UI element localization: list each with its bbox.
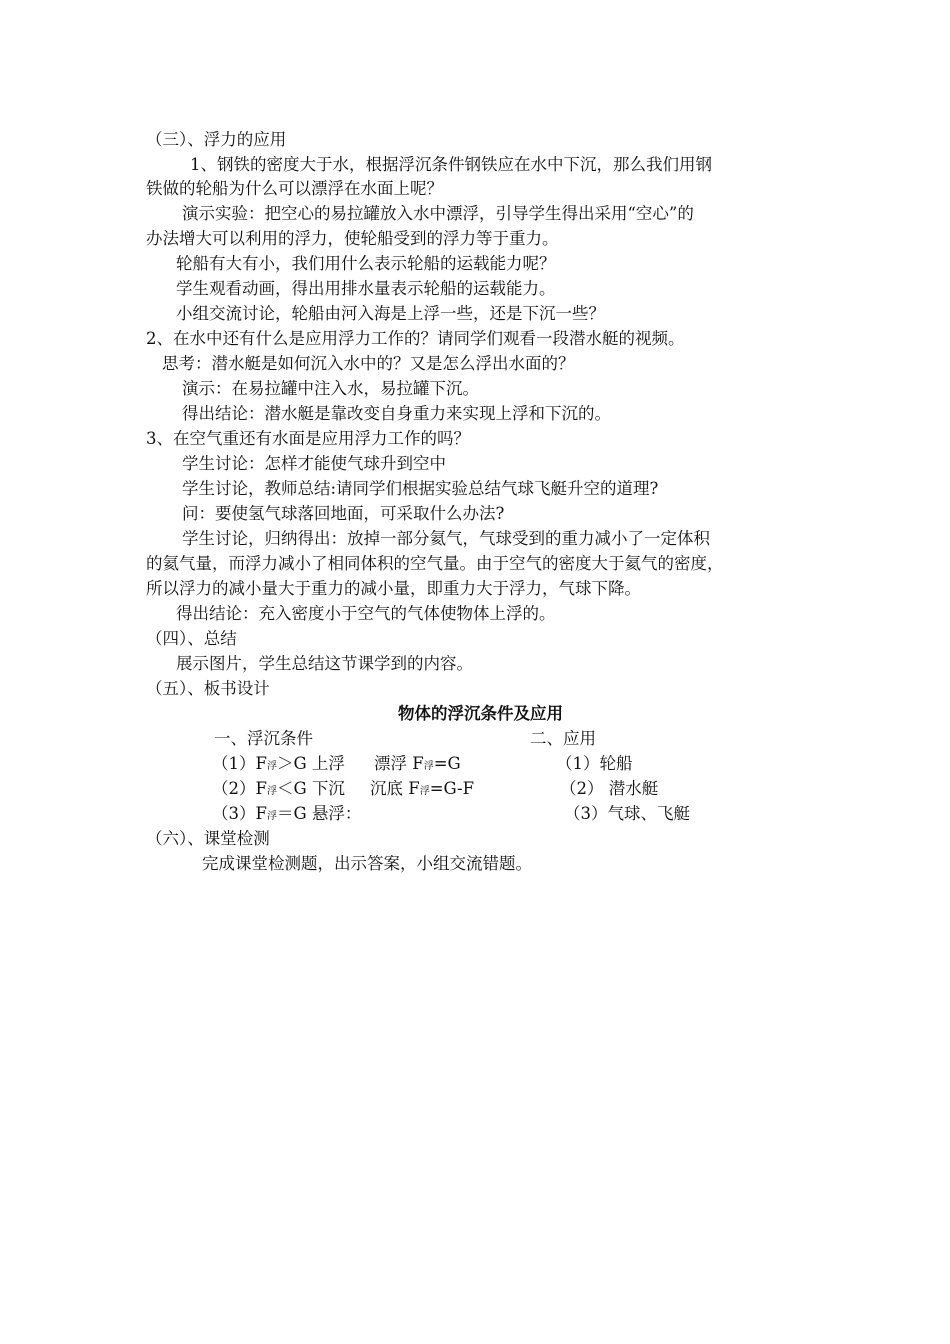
paragraph: 1、钢铁的密度大于水，根据浮沉条件钢铁应在水中下沉，那么我们用钢 bbox=[190, 155, 712, 174]
section-6-title: （六）、课堂检测 bbox=[146, 829, 270, 848]
condition-float-up: （1）F浮＞G 上浮 bbox=[212, 754, 345, 773]
paragraph: 演示实验：把空心的易拉罐放入水中漂浮，引导学生得出采用“空心”的 bbox=[182, 204, 694, 223]
paragraph: 完成课堂检测题，出示答案，小组交流错题。 bbox=[202, 854, 532, 873]
condition-floating: 漂浮 F浮=G bbox=[374, 754, 461, 773]
paragraph: 演示：在易拉罐中注入水，易拉罐下沉。 bbox=[182, 379, 479, 398]
paragraph: 铁做的轮船为什么可以漂浮在水面上呢？ bbox=[146, 179, 443, 198]
paragraph: 问：要使氢气球落回地面，可采取什么办法? bbox=[182, 504, 505, 523]
board-right-heading: 二、应用 bbox=[530, 729, 596, 748]
paragraph: 学生讨论，归纳得出：放掉一部分氦气，气球受到的重力减小了一定体积 bbox=[182, 529, 710, 548]
board-title: 物体的浮沉条件及应用 bbox=[398, 704, 563, 723]
condition-sink: （2）F浮＜G 下沉 bbox=[212, 779, 345, 798]
section-5-title: （五）、板书设计 bbox=[146, 679, 270, 698]
paragraph: 轮船有大有小，我们用什么表示轮船的运载能力呢？ bbox=[176, 254, 556, 273]
paragraph: 2、在水中还有什么是应用浮力工作的？请同学们观看一段潜水艇的视频。 bbox=[146, 329, 685, 348]
section-3-title: （三）、浮力的应用 bbox=[146, 130, 287, 149]
paragraph: 得出结论：潜水艇是靠改变自身重力来实现上浮和下沉的。 bbox=[182, 404, 611, 423]
condition-suspend: （3）F浮＝G 悬浮： bbox=[212, 804, 362, 823]
paragraph: 展示图片，学生总结这节课学到的内容。 bbox=[176, 654, 473, 673]
paragraph: 小组交流讨论，轮船由河入海是上浮一些，还是下沉一些？ bbox=[176, 304, 605, 323]
section-4-title: （四）、总结 bbox=[146, 629, 237, 648]
application-ship: （1）轮船 bbox=[556, 754, 633, 773]
paragraph: 的氦气量，而浮力减小了相同体积的空气量。由于空气的密度大于氦气的密度， bbox=[146, 554, 724, 573]
application-submarine: （2） 潜水艇 bbox=[560, 779, 659, 798]
paragraph: 学生讨论，教师总结:请同学们根据实验总结气球飞艇升空的道理? bbox=[182, 479, 659, 498]
paragraph: 3、在空气重还有水面是应用浮力工作的吗？ bbox=[146, 429, 470, 448]
board-left-heading: 一、浮沉条件 bbox=[214, 729, 313, 748]
paragraph: 得出结论：充入密度小于空气的气体使物体上浮的。 bbox=[176, 604, 556, 623]
paragraph: 思考：潜水艇是如何沉入水中的？又是怎么浮出水面的？ bbox=[162, 354, 575, 373]
paragraph: 学生讨论：怎样才能使气球升到空中 bbox=[182, 454, 446, 473]
paragraph: 所以浮力的减小量大于重力的减小量，即重力大于浮力，气球下降。 bbox=[146, 579, 641, 598]
application-balloon: （3）气球、飞艇 bbox=[564, 804, 690, 823]
paragraph: 学生观看动画，得出用排水量表示轮船的运载能力。 bbox=[176, 279, 556, 298]
paragraph: 办法增大可以利用的浮力，使轮船受到的浮力等于重力。 bbox=[146, 229, 559, 248]
condition-sink-bottom: 沉底 F浮=G-F bbox=[370, 779, 475, 798]
